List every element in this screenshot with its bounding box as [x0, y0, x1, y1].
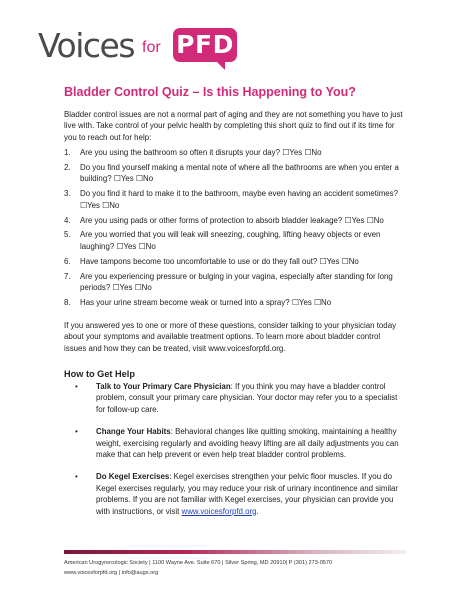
question-text: Has your urine stream become weak or turned into a spray? ☐Yes ☐No [80, 297, 332, 307]
bullet-icon: • [75, 427, 78, 437]
footer-divider [64, 550, 406, 554]
voices-for-pfd-logo [38, 26, 238, 70]
quiz-question [64, 162, 404, 185]
help-item [72, 426, 402, 460]
bullet-icon: • [75, 382, 78, 391]
help-heading: How to Get Help [64, 369, 135, 379]
quiz-question [64, 229, 404, 252]
question-text: Do you find it hard to make it to the bathroom, maybe even having an accident sometimes? ☐Yes ☐No [80, 189, 398, 210]
quiz-question [64, 147, 404, 158]
logo-voices-text: Voices [38, 26, 135, 65]
help-item-body [96, 381, 402, 415]
page-title: Bladder Control Quiz – Is this Happening to You? [64, 85, 356, 99]
question-number: 5. [64, 230, 71, 240]
help-item-title: Do Kegel Exercises [96, 472, 170, 482]
help-item [72, 381, 402, 415]
question-text: Are you experiencing pressure or bulging in your vagina, especially after standing for long periods? ☐Yes ☐No [80, 271, 393, 293]
help-item-body [96, 426, 402, 460]
question-text: Have tampons become too uncomfortable to use or do they fall out? ☐Yes ☐No [80, 256, 359, 266]
after-quiz-paragraph: If you answered yes to one or more of these questions, consider talking to your physician today about your symptoms and available treatment options. To learn more about bladder control issues and how they can be treated, visit www.voicesforpfd.org. [64, 321, 397, 353]
help-item-title: Change Your Habits [96, 427, 171, 437]
help-item [72, 471, 402, 517]
help-item-text: : Kegel exercises strengthen your pelvic floor muscles. If you do Kegel exercises regularly, you may reduce your risk of urinary incontinence and similar problems. If you are not familiar with Kegel exercises, your physician can provide you with instructions, or visit [96, 472, 399, 516]
logo-pfd-badge: PFD [173, 28, 237, 62]
bullet-icon: • [75, 472, 78, 482]
question-number: 1. [64, 148, 71, 157]
quiz-question [64, 297, 404, 308]
help-item-text: : If you think you may have a bladder control problem, consult your primary care physician. Your doctor may refer you to a specialist for follow-up care. [96, 382, 398, 414]
intro-paragraph: Bladder control issues are not a normal part of aging and they are not something you have to just live with. Take control of your pelvic health by completing this short quiz to find out if its time for you to reach out for help: [64, 110, 403, 142]
help-item-body [96, 471, 402, 517]
question-text: Do you find yourself making a mental note of where all the bathrooms are when you enter a building? ☐Yes ☐No [80, 162, 399, 184]
help-item-end: . [256, 506, 259, 516]
question-number: 8. [64, 297, 71, 307]
logo-for-text: for [142, 39, 161, 56]
question-number: 6. [64, 256, 71, 266]
question-text: Are you worried that you will leak will sneezing, coughing, lifting heavy objects or even laughing? ☐Yes ☐No [80, 230, 381, 251]
question-text: Are you using pads or other forms of protection to absorb bladder leakage? ☐Yes ☐No [80, 215, 384, 225]
quiz-question [64, 256, 404, 267]
question-number: 7. [64, 271, 71, 281]
voicesforpfd-link[interactable]: www.voicesforpfd.org [181, 506, 257, 516]
help-item-text: : Behavioral changes like quitting smoking, maintaining a healthy weight, exercising regularly and avoiding heavy lifting are all daily adjustments you can make that can help prevent or even help treat bladder control problems. [96, 427, 399, 460]
quiz-question [64, 188, 404, 211]
help-item-title: Talk to Your Primary Care Physician [96, 382, 231, 391]
question-number: 4. [64, 215, 71, 225]
quiz-list [64, 147, 404, 312]
quiz-question [64, 215, 404, 226]
quiz-question [64, 271, 404, 294]
footer-contact: www.voicesforpfd.org | info@augs.org [64, 570, 159, 576]
footer-address: American Urogynecologic Society | 1100 Wayne Ave. Suite 670 | Silver Spring, MD 20910| P (301) 273-0570 [64, 560, 333, 566]
question-number: 3. [64, 189, 71, 199]
question-number: 2. [64, 162, 71, 172]
logo-speech-tail [216, 61, 225, 70]
help-list [72, 381, 402, 528]
question-text: Are you using the bathroom so often it disrupts your day? ☐Yes ☐No [80, 148, 322, 157]
